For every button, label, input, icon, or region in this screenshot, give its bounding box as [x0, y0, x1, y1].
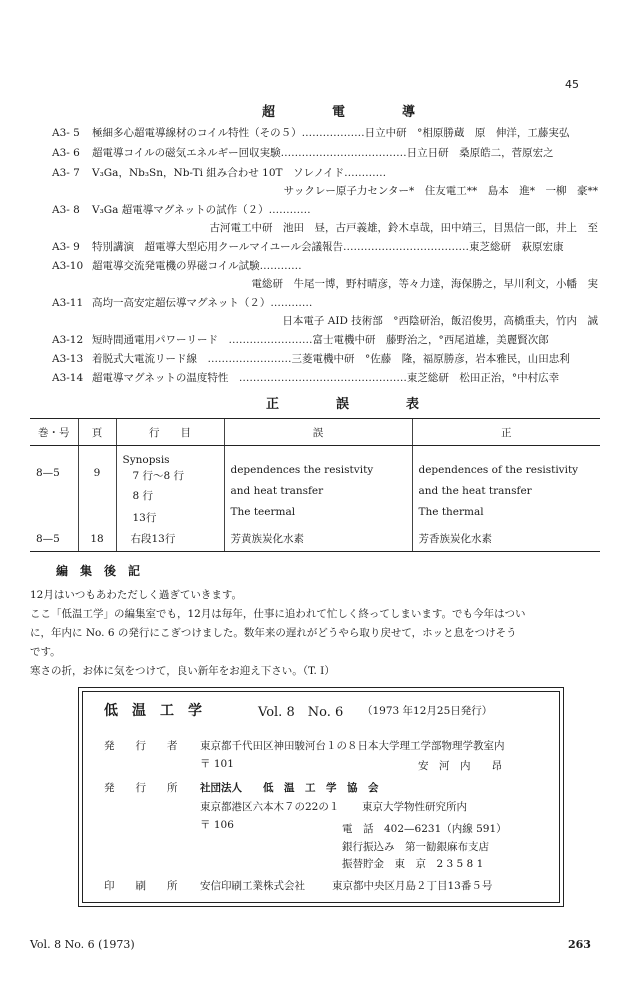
editorial-line: 寒さの折，お体に気をつけて，良い新年をお迎え下さい。（T. I） — [30, 665, 335, 677]
editorial-line: 12月はいつもあわただしく過ぎていきます。 — [30, 589, 243, 601]
program-title: 特別講演 超電導大型応用クールマイユール会議報告………………………………東芝総研 萩原宏康 — [92, 241, 564, 253]
cell-page: 9 — [78, 446, 116, 529]
program-title: 極細多心超電導線材のコイル特性（その５）………………日立中研 °相原勝蔵 原 伸洋，工藤実弘 — [92, 127, 570, 139]
editorial-body — [30, 586, 526, 681]
printer-name: 安信印刷工業株式会社 — [200, 880, 305, 892]
editorial-line: に，年内に No. 6 の発行にこぎつけました。数年来の遅れがどうやら取り戻せて，ホッと息をつけそう — [30, 627, 517, 639]
cell-wrong — [224, 446, 412, 529]
program-code: A3- 8 — [52, 204, 80, 216]
line-label: Synopsis — [122, 454, 170, 466]
section-title: 超 電 導 — [262, 105, 438, 120]
program-code: A3-11 — [52, 297, 84, 309]
program-authors: 古河電工中研 池田 昼，古戸義雄，鈴木卓哉，田中靖三，目黒信一郎，井上 至 — [209, 222, 598, 234]
program-title: 超電導交流発電機の界磁コイル試験………… — [92, 260, 302, 272]
header-correct: 正 — [412, 419, 600, 446]
printer-address: 東京都中央区月島２丁目13番５号 — [332, 880, 493, 892]
correct-text: and the heat transfer — [418, 485, 532, 497]
header-page: 頁 — [78, 419, 116, 446]
cell-volume: 8—5 — [30, 528, 78, 552]
table-row — [30, 528, 600, 552]
program-title: 超電導マグネットの温度特性 …………………………………………東芝総研 松田正治，°中村広幸 — [92, 372, 560, 384]
program-title: 着脱式大電流リード線 ……………………三菱電機中研 °佐藤 隆，福原勝彦，岩本雅民，山田忠利 — [92, 353, 570, 365]
bank-transfer: 銀行振込み 第一勧銀麻布支店 — [342, 841, 489, 853]
program-authors: 電総研 牛尾一博，野村晴彦，等々力達，海保勝之，早川利文，小幡 実 — [251, 278, 598, 290]
editorial-line: です。 — [30, 646, 61, 658]
program-authors: サックレー原子力センター* 住友電工** 島本 進* 一柳 豪** — [283, 185, 598, 197]
correct-text: dependences of the resistivity — [418, 464, 579, 476]
line-label: 8 行 — [132, 490, 154, 502]
errata-table — [30, 418, 600, 552]
program-code: A3-12 — [52, 334, 84, 346]
printer-label: 印 刷 所 — [104, 880, 178, 892]
footer-volume: Vol. 8 No. 6 (1973) — [30, 938, 135, 951]
publisher-address: 東京都千代田区神田駿河台１の８日本大学理工学部物理学教室内 — [200, 740, 505, 752]
wrong-text: The teermal — [230, 506, 296, 518]
cell-volume: 8—5 — [36, 467, 60, 479]
publisher-zip: 〒 101 — [200, 758, 234, 770]
page-number: 45 — [565, 78, 579, 91]
line-label: 13行 — [132, 512, 157, 524]
program-code: A3-13 — [52, 353, 84, 365]
office-zip: 〒 106 — [200, 819, 234, 831]
publisher-label: 発 行 者 — [104, 740, 178, 752]
program-code: A3-14 — [52, 372, 84, 384]
program-code: A3-10 — [52, 260, 84, 272]
header-wrong: 誤 — [224, 419, 412, 446]
correct-text: The thermal — [418, 506, 484, 518]
errata-title: 正 誤 表 — [266, 397, 442, 412]
office-label: 発 行 所 — [104, 782, 178, 794]
publication-date: （1973 年12月25日発行） — [362, 705, 493, 717]
program-authors: 日本電子 AID 技術部 °西陰研治，飯沼俊男，高橋重夫，竹内 誠 — [282, 315, 598, 327]
wrong-text: and heat transfer — [230, 485, 324, 497]
errata-header-row — [30, 419, 600, 446]
postal-transfer: 振替貯金 東 京 2 3 5 8 1 — [342, 858, 484, 870]
cell-lines: 右段13行 — [116, 528, 224, 552]
cell-wrong: 芳黄族炭化水素 — [224, 528, 412, 552]
table-row — [30, 446, 600, 529]
program-code: A3- 7 — [52, 167, 80, 179]
footer-page-number: 263 — [568, 938, 591, 951]
volume-issue: Vol. 8 No. 6 — [258, 705, 344, 720]
header-volume: 巻・号 — [30, 419, 78, 446]
colophon-inner-border — [82, 691, 560, 903]
office-org: 社団法人 低 温 工 学 協 会 — [200, 782, 379, 794]
journal-title: 低 温 工 学 — [104, 703, 202, 719]
cell-correct: 芳香族炭化水素 — [412, 528, 600, 552]
office-address-2: 東京大学物性研究所内 — [362, 801, 467, 813]
program-title: V₃Ga，Nb₃Sn，Nb-Ti 組み合わせ 10T ソレノイド………… — [92, 167, 387, 179]
cell-correct — [412, 446, 600, 529]
program-code: A3- 5 — [52, 127, 80, 139]
cell-page: 18 — [78, 528, 116, 552]
program-title: V₃Ga 超電導マグネットの試作（２）………… — [92, 204, 311, 216]
program-title: 超電導コイルの磁気エネルギー回収実験………………………………日立日研 桑原皓二，菅原宏之 — [92, 147, 554, 159]
program-code: A3- 6 — [52, 147, 80, 159]
phone: 電 話 402—6231（内線 591） — [342, 823, 507, 835]
line-label: 7 行～8 行 — [132, 470, 185, 482]
cell-lines — [116, 446, 224, 529]
header-line: 行 目 — [116, 419, 224, 446]
program-title: 短時間通電用パワーリード ……………………富士電機中研 藤野治之，°西尾道雄，美麗賢次郎 — [92, 334, 549, 346]
publisher-name: 安 河 内 昂 — [418, 760, 502, 772]
office-address: 東京都港区六本木７の22の１ — [200, 801, 340, 813]
wrong-text: dependences the resistvity — [230, 464, 374, 476]
program-title: 高均一高安定超伝導マグネット（２）………… — [92, 297, 313, 309]
editorial-line: ここ「低温工学」の編集室でも，12月は毎年，仕事に追われて忙しく終ってしまいます。でも今年はつい — [30, 608, 526, 620]
program-code: A3- 9 — [52, 241, 80, 253]
editorial-title: 編 集 後 記 — [56, 564, 141, 578]
